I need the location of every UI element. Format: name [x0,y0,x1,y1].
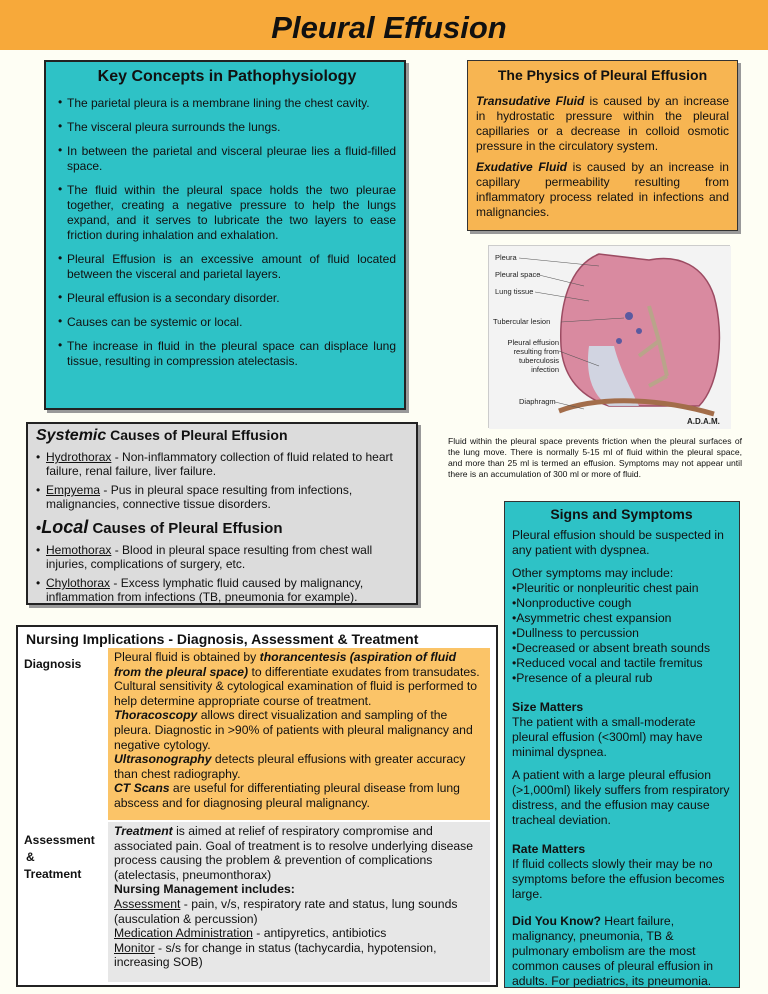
diagram-caption: Fluid within the pleural space prevents friction when the pleural surfaces of the lung move. There is normally 5-15 ml of fluid within the pleural space, and more than 25 ml is termed an effusion. Symptoms may not appear until there is an accumulation of 300 ml or more of fluid. [448,436,742,479]
adam-logo: A.D.A.M. [687,417,720,426]
list-item: •Dullness to percussion [512,626,639,640]
diagram-label: Pleural space [495,270,541,279]
page-header [0,0,768,50]
lung-illustration [489,246,731,429]
nursing-title: Nursing Implications - Diagnosis, Assessment & Treatment [26,631,419,647]
management-text: - pain, v/s, respiratory rate and status, lung sounds (ausculation & percussion) [114,896,458,926]
systemic-word: Systemic [36,427,107,444]
ultrasonography-term: Ultrasonography [114,752,212,767]
diagnosis-paragraph [114,650,484,708]
size-paragraph [512,700,731,760]
page-title: Pleural Effusion [271,10,507,45]
systemic-heading [36,427,408,445]
local-heading-text: Causes of Pleural Effusion [88,520,283,537]
thoracoscopy-term: Thoracoscopy [114,708,198,723]
transudative-paragraph [476,94,729,154]
diagram-label: Lung tissue [495,287,534,296]
symptoms-list [512,581,731,686]
treatment-label: Treatment [24,867,82,881]
transudative-term: Transudative Fluid [476,94,585,108]
local-heading: •Local Causes of Pleural Effusion [36,517,283,537]
list-item [36,577,408,604]
signs-box [504,501,740,988]
thoracoscopy-paragraph [114,708,484,752]
physics-box [467,60,738,231]
ct-text: are useful for differentiating pleural disease from lung abscess and for diagnosing pleural malignancy. [114,781,460,810]
ct-term: CT Scans [114,781,170,796]
cause-text: - Excess lymphatic fluid caused by malignancy, inflammation from infections (TB, pneumonia for example). [46,576,364,604]
list-item: • The increase in fluid in the pleural space can displace lung tissue, resulting in compression atelectasis. [58,339,396,369]
lung-diagram [488,245,730,428]
rate-paragraph [512,842,731,902]
did-you-know-paragraph [512,914,731,989]
key-concepts-title: Key Concepts in Pathophysiology [97,68,357,85]
list-item: • The fluid within the pleural space holds the two pleurae together, creating a negative pressure to help the lungs expand, and it serves to lubricate the two layers to ease friction during inhalation and exhalation. [58,183,396,243]
management-term: Assessment [114,896,181,911]
list-item: • Pleural effusion is a secondary disorder. [58,291,396,306]
diagram-label: Pleura [495,253,517,262]
other-symptoms-heading: Other symptoms may include: [512,566,674,580]
ultrasonography-paragraph [114,752,484,781]
list-item: • Causes can be systemic or local. [58,315,396,330]
diagram-label-box [493,338,559,388]
ct-paragraph [114,781,484,810]
treatment-text: is aimed at relief of respiratory compromise and associated pain. Goal of treatment is to resolve underlying disease process causing the problem & prevention of complications (atelectasis, pneumonthorax) [114,824,474,882]
exudative-term: Exudative Fluid [476,160,567,174]
management-text: - antipyretics, antibiotics [252,926,387,941]
management-term: Medication Administration [114,926,253,941]
lesion-mark [616,338,622,344]
amp-label: & [26,850,35,864]
exudative-paragraph [476,160,729,220]
list-item [36,451,408,478]
size-text: The patient with a small-moderate pleural effusion (<300ml) may have minimal dyspnea. [512,715,703,759]
did-you-know-heading: Did You Know? [512,914,601,928]
list-item [36,544,408,571]
cause-term: Empyema [46,483,101,497]
transudative-text: is caused by an increase in hydrostatic pressure within the pleural capillaries or a decrease in colloid osmotic pressure in the circulatory system. [476,94,729,153]
management-term: Monitor [114,940,155,955]
list-item: •Pleuritic or nonpleuritic chest pain [512,581,699,595]
list-item: •Nonproductive cough [512,596,632,610]
lesion-mark [636,328,642,334]
list-item: • Pleural Effusion is an excessive amount of fluid located between the visceral and parietal layers. [58,252,396,282]
thorancentesis-term: thorancentesis (aspiration of fluid from the pleural space) [114,650,457,679]
treatment-term: Treatment [114,824,173,838]
rate-text: If fluid collects slowly their may be no symptoms before the effusion becomes large. [512,857,725,901]
ultrasonography-text: detects pleural effusions with greater accuracy than chest radiography. [114,752,466,781]
list-item: •Decreased or absent breath sounds [512,641,711,655]
signs-title: Signs and Symptoms [550,506,693,522]
diagnosis-text: to differentiate exudates from transudates. Cultural sensitivity & cytological examination of fluid is performed to help determine appropriate course of treatment. [114,664,480,708]
list-item: • The parietal pleura is a membrane lining the chest cavity. [58,96,396,111]
causes-box [26,422,418,605]
size-paragraph-2: A patient with a large pleural effusion (>1,000ml) likely suffers from respiratory distress, and the effusion may cause tracheal deviation. [512,768,730,827]
rate-heading: Rate Matters [512,842,586,856]
list-item: •Asymmetric chest expansion [512,611,672,625]
diagram-label: Tubercular lesion [493,317,551,326]
exudative-text: is caused by an increase in capillary permeability resulting from inflammatory process related in infections and malignancies. [476,160,729,219]
list-item [114,941,484,970]
list-item: • The visceral pleura surrounds the lungs. [58,120,396,135]
did-you-know-text: Heart failure, malignancy, pneumonia, TB & pulmonary embolism are the most common causes of pleural effusion in adults. For pediatrics, its pneumonia. [512,914,713,988]
list-item: •Presence of a pleural rub [512,671,653,685]
diagnosis-text: Pleural fluid is obtained by [114,650,260,664]
systemic-heading-text: Causes of Pleural Effusion [106,427,288,443]
cause-term: Chylothorax [46,576,111,590]
thoracoscopy-text: allows direct visualization and sampling of the pleura. Diagnostic in >90% of patients with pleural malignancy and negative cytology. [114,708,473,752]
signs-intro: Pleural effusion should be suspected in any patient with dyspnea. [512,528,724,557]
management-text: - s/s for change in status (tachycardia, hypotension, increasing SOB) [114,940,437,970]
list-item: • In between the parietal and visceral pleurae lies a fluid-filled space. [58,144,396,174]
management-heading: Nursing Management includes: [114,882,295,897]
cause-text: - Non-inflammatory collection of fluid related to heart failure, renal failure, liver failure. [46,450,393,478]
treatment-paragraph [114,824,484,882]
cause-term: Hydrothorax [46,450,112,464]
cause-text: - Pus in pleural space resulting from infections, malignancies, connective tissue disorders. [46,483,353,511]
diagram-label: Diaphragm [519,397,556,406]
diagnosis-label: Diagnosis [24,657,82,671]
treatment-box [108,822,490,982]
assessment-label: Assessment [24,833,95,847]
key-concepts-box [44,60,406,410]
local-word: Local [41,517,89,537]
diagram-label: Pleural effusion resulting from tuberculosis infection [507,338,559,374]
cause-text: - Blood in pleural space resulting from chest wall injuries, complications of surgery, etc. [46,543,373,571]
list-item: •Reduced vocal and tactile fremitus [512,656,703,670]
physics-title: The Physics of Pleural Effusion [497,67,708,83]
list-item [36,484,408,511]
size-heading: Size Matters [512,700,584,714]
diagnosis-box [108,648,490,820]
key-concepts-list [58,96,396,369]
cause-term: Hemothorax [46,543,112,557]
list-item [114,926,484,941]
list-item [114,897,484,926]
lesion-mark [625,312,633,320]
